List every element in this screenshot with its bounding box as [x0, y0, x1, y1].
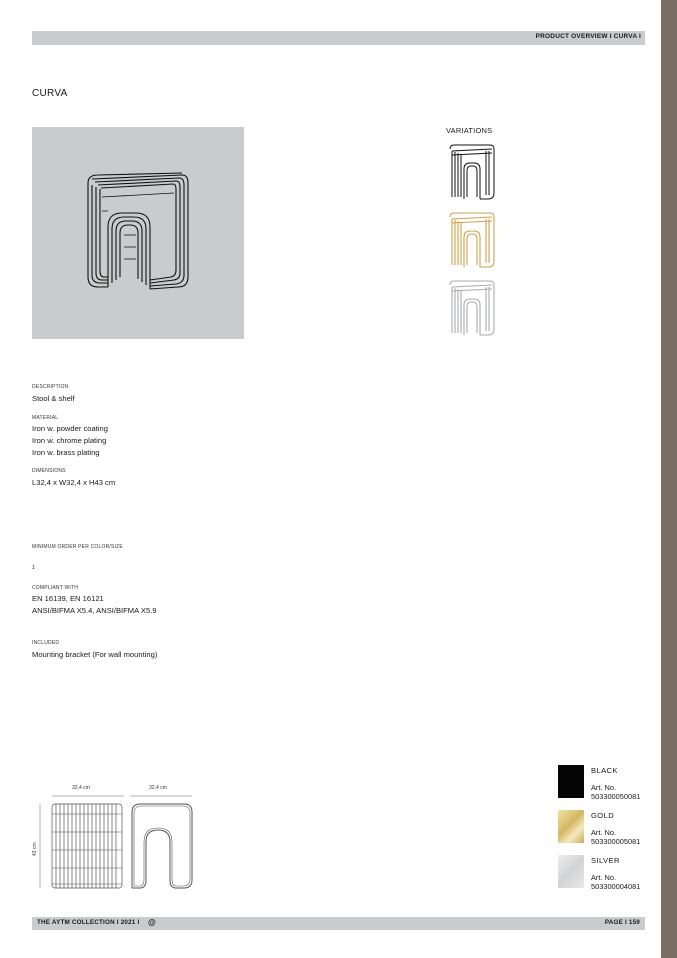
height-label: 43 cm [32, 842, 38, 856]
footer-collection: THE AYTM COLLECTION I 2021 I [37, 919, 140, 926]
art-number-black: 503300050081 [591, 792, 641, 801]
variation-gold-thumb[interactable] [446, 211, 496, 271]
dimension-drawing-svg [28, 780, 198, 892]
compliant-label: COMPLIANT WITH [32, 585, 79, 591]
minimum-order-value: 1 [32, 565, 35, 571]
material-value-1: Iron w. powder coating [32, 424, 108, 433]
art-label-silver: Art. No. [591, 873, 617, 882]
art-number-silver: 503300004081 [591, 882, 641, 891]
color-name-gold: GOLD [591, 811, 615, 820]
material-label: MATERIAL [32, 415, 59, 421]
compliant-value-2: ANSI/BIFMA X5.4, ANSI/BIFMA X5.9 [32, 606, 157, 615]
side-stripe [661, 0, 677, 958]
page-title: CURVA [32, 88, 68, 99]
material-value-3: Iron w. brass plating [32, 448, 100, 457]
technical-drawing [28, 780, 198, 892]
material-value-2: Iron w. chrome plating [32, 436, 107, 445]
color-name-black: BLACK [591, 766, 618, 775]
art-number-gold: 503300005081 [591, 837, 641, 846]
dimensions-value: L32,4 x W32,4 x H43 cm [32, 478, 116, 487]
swatch-black[interactable] [558, 765, 584, 798]
art-label-black: Art. No. [591, 783, 617, 792]
included-value: Mounting bracket (For wall mounting) [32, 650, 158, 659]
description-label: DESCRIPTION [32, 384, 69, 390]
brand-logo: @ [148, 918, 156, 927]
swatch-silver[interactable] [558, 855, 584, 888]
compliant-value-1: EN 16139, EN 16121 [32, 594, 104, 603]
color-name-silver: SILVER [591, 856, 620, 865]
curva-black-illustration [32, 127, 244, 339]
width-front-label: 32,4 cm [72, 785, 90, 791]
swatch-gold[interactable] [558, 810, 584, 843]
included-label: INCLUDED [32, 640, 60, 646]
width-side-label: 32,4 cm [149, 785, 167, 791]
variation-black-thumb[interactable] [446, 143, 496, 203]
dimensions-label: DIMENSIONS [32, 468, 66, 474]
minimum-order-label: MINIMUM ORDER PER COLOR/SIZE [32, 544, 123, 550]
variation-silver-thumb[interactable] [446, 279, 496, 339]
footer-bar [32, 917, 645, 930]
art-label-gold: Art. No. [591, 828, 617, 837]
description-value: Stool & shelf [32, 394, 75, 403]
header-bar [32, 31, 645, 45]
page-number: PAGE I 159 [604, 919, 640, 926]
product-hero-image [32, 127, 244, 339]
variations-label: VARIATIONS [446, 126, 493, 135]
breadcrumb: PRODUCT OVERVIEW I CURVA I [535, 33, 641, 40]
